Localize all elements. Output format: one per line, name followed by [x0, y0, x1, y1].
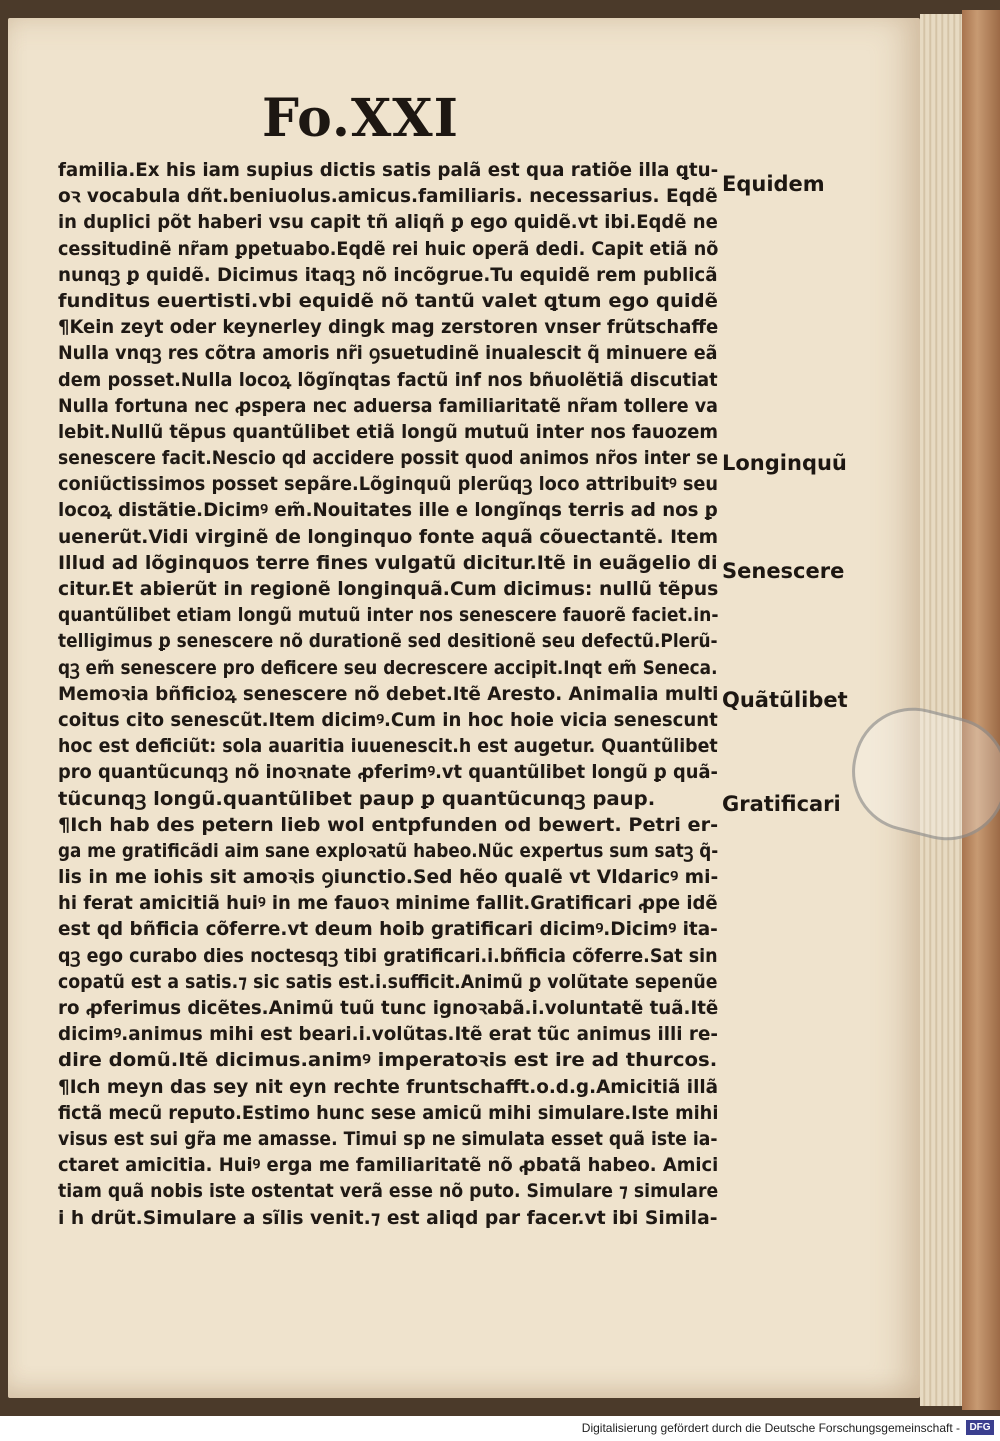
- text-line: pro quantũcunqꝫ nõ inoꝛnate ꝓferimꝰ.vt quantũlibet longũ ꝑ quã-: [58, 761, 718, 784]
- book-cover-edge: [962, 10, 1000, 1410]
- text-line: familia.Ex his iam supius dictis satis palã est qua ratiõe illa ꝗtu-: [58, 159, 719, 181]
- dfg-logo: DFG: [966, 1420, 994, 1435]
- text-line: Nulla fortuna nec ꝓspera nec aduersa familiaritatẽ nr̃am tollere va: [58, 394, 718, 417]
- text-line: uenerũt.Vidi virginẽ de longinquo fonte aquã cõuectantẽ. Item: [58, 525, 719, 548]
- text-line: citur.Et abierũt in regionẽ longinquã.Cum dicimus: nullũ tẽpus: [58, 578, 719, 600]
- text-line: Nulla vnqꝫ res cõtra amoris nr̃i ꝯsuetudinẽ inualescit q̃ minuere eã: [58, 342, 718, 365]
- footer-bar: [0, 1416, 1000, 1441]
- text-line: qꝫ ego curabo dies noctesqꝫ tibi gratificari.i.bñficia cõferre.Sat sin: [58, 944, 718, 967]
- text-line: dire domũ.Itẽ dicimus.animꝰ imperatoꝛis est ire ad thurcos.: [58, 1049, 718, 1072]
- main-text-block: [58, 157, 718, 1231]
- text-line: hoc est deficiũt: sola auaritia iuuenescit.h est augetur. Quantũlibet: [58, 735, 718, 758]
- text-line: coitus cito senescũt.Item dicimꝰ.Cum in hoc hoie vicia senescunt: [58, 708, 718, 731]
- text-line: copatũ est a satis.⁊ sic satis est.i.sufficit.Animũ ꝑ volũtate sepenũe: [58, 970, 718, 993]
- text-line: coniũctissimos posset sepãre.Lõginquũ plerũqꝫ loco attribuitꝰ seu: [58, 473, 719, 496]
- text-line: qꝫ em̃ senescere pro deficere seu decrescere accipit.Inqt em̃ Seneca.: [58, 656, 718, 679]
- text-line: tiam quã nobis iste ostentat verã esse nõ puto. Simulare ⁊ simulare: [58, 1180, 719, 1203]
- text-line: nunqꝫ ꝑ quidẽ. Dicimus itaqꝫ nõ incõgrue.Tu equidẽ rem publicã: [58, 263, 718, 286]
- text-line: hi ferat amicitiã huiꝰ in me fauoꝛ minime fallit.Gratificari ꝓpe idẽ: [58, 892, 718, 915]
- margin-note-gratificari: Gratificari: [722, 792, 841, 816]
- text-line: locoꝝ distãtie.Dicimꝰ em̃.Nouitates ille e longĩnqs terris ad nos ꝑ: [58, 499, 718, 522]
- text-line: telligimus ꝑ senescere nõ durationẽ sed desitionẽ seu defectũ.Plerũ-: [58, 630, 718, 653]
- text-line: oꝛ vocabula dñt.beniuolus.amicus.familiaris. necessarius. Eqdẽ: [58, 185, 718, 208]
- text-line: ctaret amicitia. Huiꝰ erga me familiaritatẽ nõ ꝓbatã habeo. Amici: [58, 1154, 719, 1177]
- text-line: Memoꝛia bñficioꝝ senescere nõ debet.Itẽ Aresto. Animalia multi: [58, 682, 719, 705]
- text-line: lebit.Nullũ tẽpus quantũlibet etiã longũ mutuũ inter nos fauozem: [58, 420, 719, 443]
- text-line: cessitudinẽ nr̃am ꝑpetuabo.Eqdẽ rei huic operã dedi. Capit etiã nõ: [58, 237, 719, 260]
- footer-credit: Digitalisierung gefördert durch die Deutsche Forschungsgemeinschaft -: [581, 1421, 960, 1435]
- text-line: funditus euertisti.vbi equidẽ nõ tantũ valet ꝗtum ego quidẽ: [58, 289, 718, 312]
- text-line: Illud ad lõginquos terre fines vulgatũ dicitur.Itẽ in euãgelio di: [58, 551, 718, 574]
- text-line: i h drũt.Simulare a sĩlis venit.⁊ est aliqd par facer.vt ibi Simila-: [58, 1206, 718, 1229]
- margin-note-longinquum: Longinquũ: [722, 451, 847, 475]
- margin-note-equidem: Equidem: [722, 172, 825, 196]
- text-line: ¶Ich hab des petern lieb wol entpfunden od bewert. Petri er-: [58, 813, 719, 836]
- text-line: tũcunqꝫ longũ.quantũlibet paup ꝑ quantũcunqꝫ paup.: [58, 787, 656, 810]
- text-line: ro ꝓferimus dicẽtes.Animũ tuũ tunc ignoꝛabã.i.voluntatẽ tuã.Itẽ: [58, 997, 719, 1019]
- text-line: dem posset.Nulla locoꝝ lõgĩnqtas factũ inf nos bñuolẽtiã discutiat: [58, 368, 718, 391]
- text-line: visus est sui gr̃a me amasse. Timui sp ne simulata esset quã iste ia-: [58, 1127, 718, 1150]
- text-line: est qd bñficia cõferre.vt deum hoib gratificari dicimꝰ.Dicimꝰ ita-: [58, 918, 718, 941]
- text-line: senescere facit.Nescio qd accidere possit quod animos nr̃os inter se: [58, 447, 718, 470]
- text-line: quantũlibet etiam longũ mutuũ inter nos senescere fauorẽ faciet.in-: [58, 604, 719, 627]
- text-line: ¶Kein zeyt oder keynerley dingk mag zerstoren vnser frũtschaffe: [58, 316, 719, 339]
- margin-note-quantulibet: Quãtũlibet: [722, 688, 848, 712]
- text-line: ¶Ich meyn das sey nit eyn rechte fruntschafft.o.d.g.Amicitiã illã: [58, 1075, 719, 1098]
- text-line: ga me gratificãdi aim sane exploꝛatũ habeo.Nũc expertus sum satꝫ q̃-: [58, 839, 719, 862]
- text-line: fictã mecũ reputo.Estimo hunc sese amicũ mihi simulare.Iste mihi: [58, 1101, 719, 1124]
- text-line: dicimꝰ.animus mihi est beari.i.volũtas.Itẽ erat tũc animus illi re-: [58, 1023, 718, 1046]
- margin-note-senescere: Senescere: [722, 559, 845, 583]
- folio-heading: Fo.XXI: [262, 88, 459, 149]
- text-line: lis in me iohis sit amoꝛis ꝯiunctio.Sed hẽo qualẽ vt Vldaricꝰ mi-: [58, 866, 719, 889]
- text-line: in duplici põt haberi vsu capit tñ aliqñ ꝑ ego quidẽ.vt ibi.Eqdẽ ne: [58, 211, 718, 234]
